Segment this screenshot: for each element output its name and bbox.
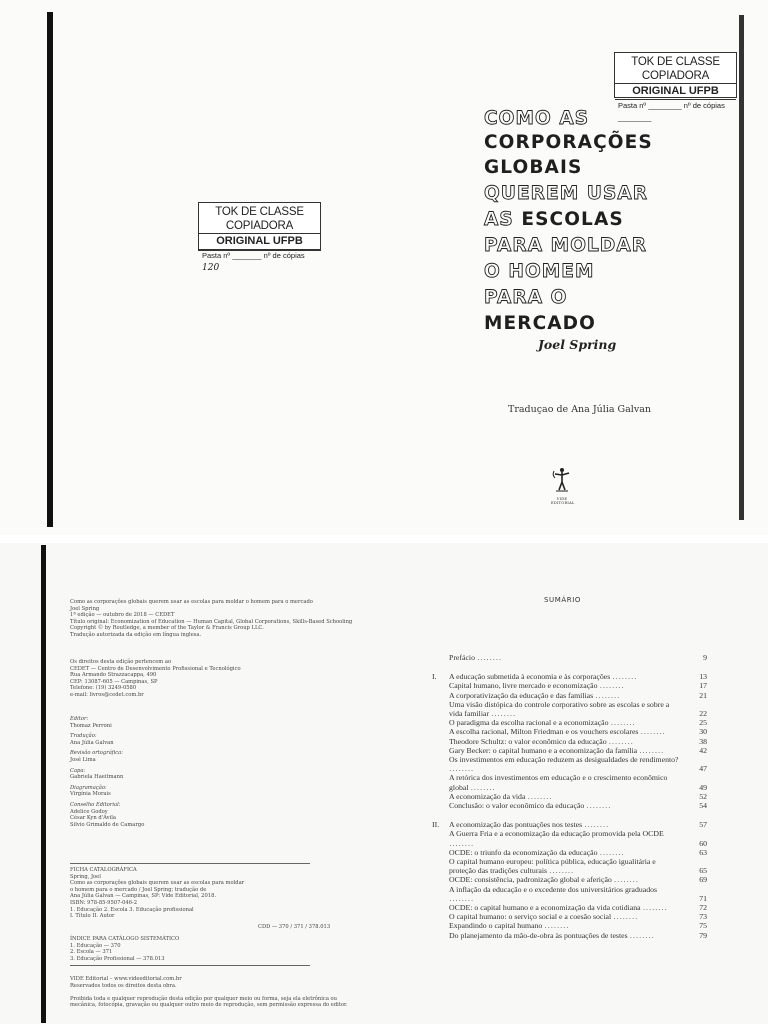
toc-entry [432, 691, 707, 700]
credits-roles [70, 716, 144, 832]
toc-leader: ․․․․․․․․ [527, 791, 553, 801]
catalog-line: I. Título II. Autor [70, 913, 115, 920]
toc-leader: ․․․․․․․․ [599, 681, 625, 691]
index-line: 2. Escola — 371 [70, 949, 113, 956]
credits-line: Tradução autorizada da edição em língua inglesa. [70, 631, 202, 638]
toc-leader: ․․․․․․․․ [449, 838, 474, 848]
divider [70, 965, 310, 966]
role-name: Thomaz Perroni [70, 722, 112, 729]
toc-entry-title: A economização da vida ․․․․․․․․ [449, 791, 553, 801]
toc-page-number: 30 [699, 727, 707, 737]
toc-entry-title: A corporativização da educação e das famílias ․․․․․․․․ [449, 690, 620, 700]
toc-leader: ․․․․․․․․ [584, 820, 609, 830]
index-line: 1. Educação — 370 [70, 942, 121, 949]
toc-title: SUMÁRIO [544, 596, 582, 604]
toc-leader: ․․․․․․․․ [449, 764, 474, 774]
role-name: César Kyn d'Ávila [70, 815, 117, 822]
author-name: Joel Spring [538, 337, 617, 352]
toc-page-number: 22 [699, 709, 707, 719]
toc-leader: ․․․․․․․․ [642, 903, 668, 913]
catalog-index [70, 936, 179, 962]
catalog-line: Ana Júlia Galvan — Campinas, SP: Vide Editorial, 2018. [70, 893, 217, 900]
toc-entry [432, 848, 707, 857]
toc-leader: ․․․․․․․․ [599, 847, 625, 857]
credits-line: CEP: 13087-605 — Campinas, SP [70, 678, 158, 685]
page-separator [0, 535, 768, 543]
toc-page-number: 63 [699, 847, 707, 857]
toc-leader: ․․․․․․․․ [595, 690, 620, 700]
title-line: CORPORAÇÕES [484, 132, 653, 153]
role-label: Editor: [70, 716, 89, 722]
credit-role [70, 785, 144, 798]
binding-edge [41, 545, 46, 1023]
toc-entry [432, 903, 707, 912]
catalog-line: ISBN: 978-85-9507-046-2 [70, 899, 138, 906]
toc-page-number: 60 [699, 838, 707, 848]
credits-line: Joel Spring [70, 605, 100, 612]
toc-entry [432, 829, 707, 847]
catalog-card [70, 867, 244, 920]
toc-entry-title: Theodore Schultz: o valor econômico da educação ․․․․․․․․ [449, 736, 634, 746]
toc-entry-title: Uma visão distópica do controle corporativo sobre as escolas e sobre a vida familiar ․․․․․․․․ [449, 699, 670, 719]
catalog-title: FICHA CATALOGRÁFICA [70, 867, 137, 873]
toc-entry [432, 746, 707, 755]
toc-leader: ․․․․․․․․ [629, 930, 655, 940]
credits-line: e-mail: livros@cedet.com.br [70, 691, 144, 698]
toc-page-number: 54 [699, 801, 707, 811]
toc-entry [432, 653, 707, 662]
stamp-shop-name: TOK DE CLASSE COPIADORA [631, 56, 720, 82]
credits-block-1 [70, 599, 352, 639]
toc-page-number: 75 [699, 921, 707, 931]
copy-shop-stamp-secondary [198, 202, 321, 273]
toc-entry-title: A educação submetida à economia e às corporações ․․․․․․․․ [449, 672, 638, 682]
legal-footer [70, 976, 348, 1009]
toc-leader: ․․․․․․․․ [491, 709, 516, 719]
toc-entry [432, 700, 707, 718]
credits-line: Como as corporações globais querem usar as escolas para moldar o homem para o mercado [70, 599, 313, 605]
toc-entry [432, 755, 707, 773]
cdd-code: CDD — 370 / 371 / 378.013 [258, 924, 331, 930]
toc-entry [432, 773, 707, 791]
toc-entry [432, 801, 707, 810]
catalog-line: o homem para o mercado / Joel Spring; tradução de [70, 886, 207, 893]
handwritten-copies: 120 [202, 263, 220, 273]
role-label: Tradução: [70, 733, 97, 740]
credit-role [70, 750, 144, 763]
toc-entry-title: O capital humano: o serviço social e a coesão social ․․․․․․․․ [449, 912, 638, 922]
toc-entry [432, 672, 707, 681]
title-line: PARA MOLDAR [484, 235, 648, 256]
toc-leader: ․․․․․․․․ [613, 912, 638, 922]
toc-entry [432, 681, 707, 690]
title-line: GLOBAIS [484, 157, 583, 178]
copy-shop-stamp [614, 52, 737, 122]
credit-role [70, 802, 144, 828]
toc-page-number: 65 [699, 866, 707, 876]
publisher-logo [551, 465, 573, 505]
toc-entry-title: OCDE: o capital humano e a economização da vida cotidiana ․․․․․․․․ [449, 903, 668, 913]
toc-entry [432, 875, 707, 884]
role-label: Revisão ortográfica: [70, 750, 124, 757]
credits-line: CEDET — Centro de Desenvolvimento Profissional e Tecnológico [70, 665, 241, 672]
toc-entry-title: OCDE: o triunfo da economização da educação ․․․․․․․․ [449, 847, 625, 857]
role-label: Capa: [70, 767, 86, 774]
toc-page-number: 49 [699, 782, 707, 792]
credit-role [70, 768, 144, 781]
toc-leader: ․․․․․․․․ [640, 727, 666, 737]
toc-leader: ․․․․․․․․ [449, 893, 474, 903]
credits-block-2 [70, 659, 241, 699]
toc-chapter-number: I. [432, 672, 437, 682]
toc-entry-title: Gary Becker: o capital humano e a economização da família ․․․․․․․․ [449, 745, 664, 755]
toc-entry-title: A retórica dos investimentos em educação e o crescimento econômico global ․․․․․․․․ [449, 773, 668, 792]
credits-line: Telefone: (19) 3249-0580 [70, 685, 137, 692]
toc-leader: ․․․․․․․․ [549, 866, 574, 876]
toc-entry-title: A economização das pontuações nos testes ․․․․․․․․ [449, 820, 609, 830]
catalog-line: Spring, Joel [70, 873, 101, 880]
toc-page-number: 9 [703, 653, 707, 662]
toc-leader: ․․․․․․․․ [610, 718, 636, 728]
toc-entry-title: Os investimentos em educação reduzem as desigualdades de rendimento? ․․․․․․․․ [449, 755, 679, 774]
legal-line: Proibida toda e qualquer reprodução desta edição por qualquer meio ou forma, seja ela eletrônica ou [70, 995, 338, 1002]
legal-line [70, 989, 348, 996]
legal-line: mecânica, fotocópia, gravação ou qualquer outro meio de reprodução, sem permissão expressa do editor. [70, 1002, 348, 1009]
stamp-shop-name: TOK DE CLASSE COPIADORA [215, 206, 304, 232]
role-name: Virgínia Morais [70, 791, 111, 798]
table-of-contents [432, 653, 707, 940]
credit-role [70, 716, 144, 729]
toc-entry [432, 885, 707, 903]
archer-logo-icon [551, 465, 573, 493]
toc-leader: ․․․․․․․․ [470, 782, 496, 792]
toc-page-number: 52 [699, 791, 707, 801]
title-line: O HOMEM [484, 261, 595, 282]
toc-entry-title: O capital humano europeu: política pública, educação igualitária e proteção das tradições culturais ․․․․․․․․ [449, 857, 656, 876]
legal-line: VIDE Editorial – www.videeditorial.com.br [70, 976, 182, 982]
catalog-line: 1. Educação 2. Escola 3. Educação profissional [70, 906, 194, 913]
toc-entry-title: Prefácio ․․․․․․․․ [449, 653, 502, 662]
index-title: ÍNDICE PARA CATÁLOGO SISTEMÁTICO [70, 936, 180, 942]
toc-page-number: 17 [699, 681, 707, 691]
credits-line: 1ª edição — outubro de 2018 — CEDET [70, 612, 175, 619]
catalog-lines [70, 874, 244, 920]
page-edge-shadow [739, 15, 744, 520]
toc-entry [432, 820, 707, 829]
toc-leader: ․․․․․․․․ [544, 921, 570, 931]
role-label: Diagramação: [70, 784, 107, 791]
title-line: COMO AS [484, 108, 590, 129]
title-line: QUEREM USAR [484, 183, 649, 204]
toc-entry-title: Do planejamento da mão-de-obra às pontuações de testes ․․․․․․․․ [449, 930, 655, 940]
toc-leader: ․․․․․․․․ [613, 875, 639, 885]
toc-page-number: 21 [699, 690, 707, 700]
index-lines [70, 943, 179, 963]
toc-entry-title: O paradigma da escolha racional e a economização ․․․․․․․․ [449, 718, 636, 728]
credits-and-contents-page [0, 543, 768, 1024]
role-name: José Lima [70, 756, 96, 763]
toc-entry-title: OCDE: consistência, padronização global e aferição ․․․․․․․․ [449, 875, 639, 885]
toc-leader: ․․․․․․․․ [639, 745, 664, 755]
credits-line: Copyright © by Routledge, a member of the Taylor & Francis Group LLC. [70, 625, 264, 632]
toc-chapter-number: II. [432, 820, 440, 830]
publisher-name: VIDE EDITORIAL [551, 497, 575, 505]
toc-entry [432, 912, 707, 921]
stamp-original: ORIGINAL UFPB [199, 233, 320, 250]
toc-page-number: 38 [699, 736, 707, 746]
toc-entry [432, 857, 707, 875]
stamp-fields: Pasta nº ________ nº de cópias ________ [618, 101, 725, 122]
toc-page-number: 42 [699, 745, 707, 755]
toc-page-number: 57 [699, 820, 707, 830]
divider [70, 863, 310, 864]
role-name: Ana Júlia Galvan [70, 739, 114, 746]
toc-page-number: 69 [699, 875, 707, 885]
index-line: 3. Educação Profissional — 378.013 [70, 955, 165, 962]
toc-page-number: 72 [699, 903, 707, 913]
toc-entry [432, 718, 707, 727]
toc-page-number: 79 [699, 930, 707, 940]
title-line: AS ESCOLAS [484, 209, 624, 230]
toc-entry-title: Conclusão: o valor econômico da educação ․․․․․․․․ [449, 801, 612, 811]
toc-entry-title: A escolha racional, Milton Friedman e os vouchers escolares ․․․․․․․․ [449, 727, 666, 737]
credits-line: Rua Armando Strazzacappa, 490 [70, 672, 157, 679]
toc-entry-title: Expandindo o capital humano ․․․․․․․․ [449, 921, 570, 931]
credits-line: Título original: Economization of Education — Human Capital, Global Corporations, Skills-Based Schooling [70, 618, 353, 625]
catalog-line: Como as corporações globais querem usar as escolas para moldar [70, 880, 245, 887]
toc-entry [432, 792, 707, 801]
toc-leader: ․․․․․․․․ [476, 653, 502, 662]
toc-entry [432, 737, 707, 746]
toc-page-number: 13 [699, 672, 707, 682]
toc-entry-title: Capital humano, livre mercado e economização ․․․․․․․․ [449, 681, 625, 691]
stamp-fields: Pasta nº _______ nº de cópias 120 [202, 251, 305, 273]
toc-leader: ․․․․․․․․ [586, 801, 612, 811]
toc-leader: ․․․․․․․․ [612, 672, 638, 682]
role-name: Adelice Godoy [70, 808, 108, 815]
toc-page-number: 47 [699, 764, 707, 774]
toc-entry [432, 921, 707, 930]
toc-leader: ․․․․․․․․ [608, 736, 634, 746]
stamp-original: ORIGINAL UFPB [615, 83, 736, 100]
toc-entry-title: A inflação da educação e o excedente dos universitários graduados ․․․․․․․․ [449, 884, 658, 903]
toc-entry [432, 931, 707, 940]
credit-role [70, 733, 144, 746]
toc-entry-title: A Guerra Fria e a economização da educação promovida pela OCDE ․․․․․․․․ [449, 829, 664, 848]
toc-page-number: 25 [699, 718, 707, 728]
title-line: MERCADO [484, 313, 596, 334]
toc-page-number: 71 [699, 893, 707, 903]
legal-line: Reservados todos os direitos desta obra. [70, 982, 177, 989]
toc-page-number: 73 [699, 912, 707, 922]
toc-entry [432, 727, 707, 736]
role-name: Gabriela Haeitmann [70, 774, 124, 781]
role-name: Silvio Grimaldo de Camargo [70, 821, 145, 828]
binding-edge [47, 12, 53, 527]
credits-line: Os direitos desta edição pertencem ao [70, 659, 172, 665]
title-line: PARA O [484, 287, 568, 308]
translator-credit: Traduçao de Ana Júlia Galvan [508, 404, 651, 415]
role-label: Conselho Editorial: [70, 801, 121, 808]
